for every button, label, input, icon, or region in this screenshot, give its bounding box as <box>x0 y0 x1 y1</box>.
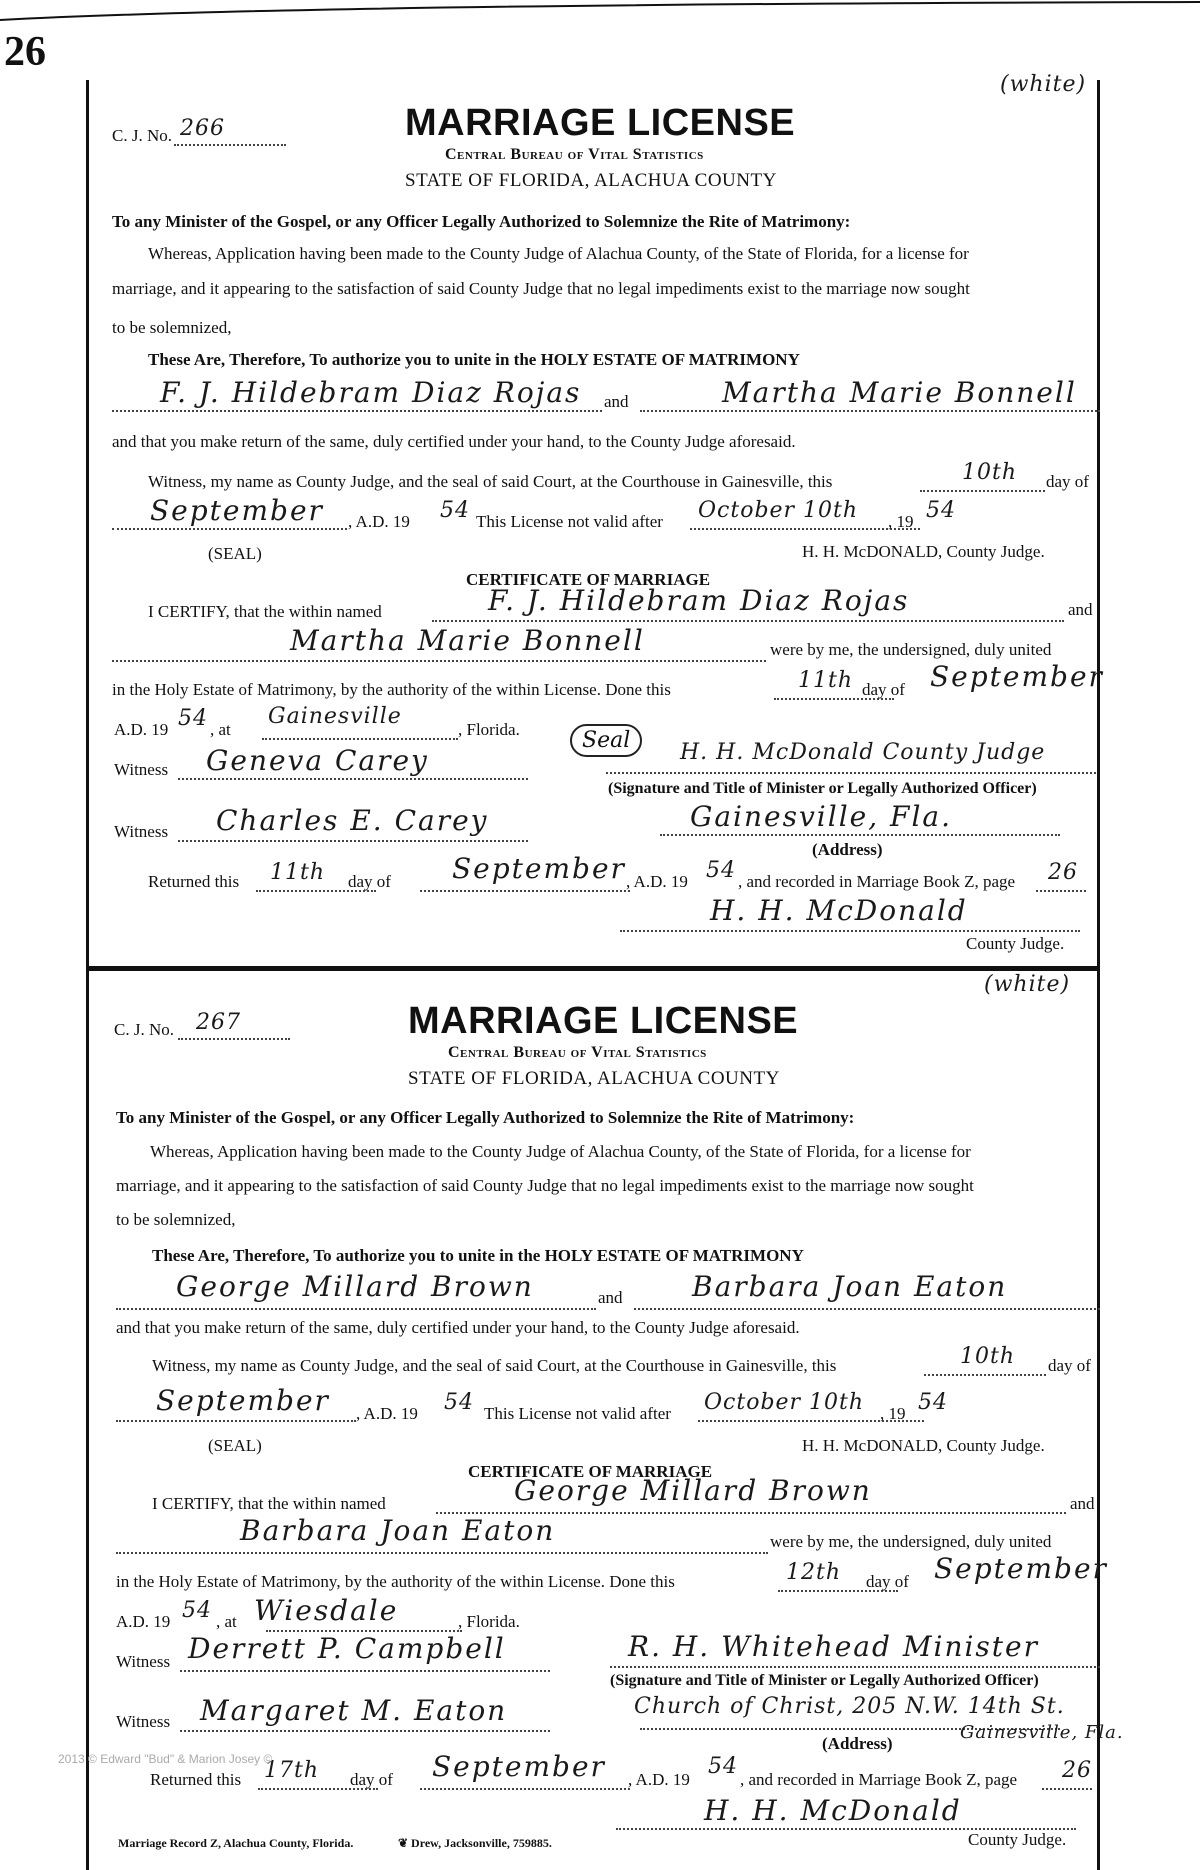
issue-month: September <box>156 1384 330 1417</box>
copyright-watermark: 2013 © Edward "Bud" & Marion Josey © <box>58 1752 273 1766</box>
at-label: , at <box>210 720 231 739</box>
cert-and-label: and <box>1070 1494 1095 1513</box>
officiant-caption: (Signature and Title of Minister or Legally Authorized Officer) <box>608 780 1037 797</box>
cert-and-label: and <box>1068 600 1093 619</box>
returned-month: September <box>432 1750 606 1783</box>
returned-month: September <box>452 852 626 885</box>
certify-label: I CERTIFY, that the within named <box>152 1494 386 1513</box>
were-by-me-label: were by me, the undersigned, duly united <box>770 1532 1052 1551</box>
at-label: , at <box>216 1612 237 1631</box>
seal-label: (SEAL) <box>208 1436 262 1455</box>
judge-signature: H. H. McDonald <box>704 1794 962 1827</box>
cj-number: 267 <box>196 1010 241 1035</box>
page-number: 26 <box>4 29 46 75</box>
judge-label: H. H. McDONALD, County Judge. <box>802 542 1045 561</box>
return-line: and that you make return of the same, duly certified under your hand, to the County Judge aforesaid. <box>116 1318 800 1337</box>
done-day-of-label: day of <box>862 680 905 699</box>
whereas-line-1: Whereas, Application having been made to the County Judge of Alachua County, of the State of Florida, for a license for <box>148 244 969 263</box>
returned-ad-label: , A.D. 19 <box>626 872 688 891</box>
officiant-signature: H. H. McDonald County Judge <box>680 740 1046 765</box>
marriage-place: Wiesdale <box>254 1594 399 1627</box>
license-title: MARRIAGE LICENSE <box>408 1000 799 1042</box>
returned-day-of-label: day of <box>350 1770 393 1789</box>
returned-day-of-label: day of <box>348 872 391 891</box>
whereas-line-3: to be solemnized, <box>116 1210 236 1229</box>
whereas-line-2: marriage, and it appearing to the satisfaction of said County Judge that no legal impediments exist to the marriage now sought <box>112 279 970 298</box>
day-of-label: day of <box>1046 472 1089 491</box>
returned-label: Returned this <box>148 872 240 891</box>
bride-name: Barbara Joan Eaton <box>692 1270 1008 1303</box>
officiant-address: Church of Christ, 205 N.W. 14th St. <box>634 1694 1065 1719</box>
done-month: September <box>930 660 1104 693</box>
witness-2-label: Witness <box>114 822 169 841</box>
certificate-title: CERTIFICATE OF MARRIAGE <box>466 570 711 589</box>
and-label: and <box>598 1288 623 1307</box>
witness-1-label: Witness <box>114 760 169 779</box>
issue-month: September <box>150 494 324 527</box>
holy-estate-line: in the Holy Estate of Matrimony, by the authority of the within License. Done this <box>112 680 671 699</box>
witness-county-judge-line: Witness, my name as County Judge, and the seal of said Court, at the Courthouse in Gainesville, this <box>148 472 833 491</box>
done-year: 54 <box>182 1598 212 1623</box>
seal-label: (SEAL) <box>208 544 262 563</box>
cert-bride-name: Barbara Joan Eaton <box>240 1514 556 1547</box>
whereas-line-3: to be solemnized, <box>112 318 232 337</box>
recorded-label: , and recorded in Marriage Book Z, page <box>738 872 1016 891</box>
witness-2-label: Witness <box>116 1712 171 1731</box>
certificate-title: CERTIFICATE OF MARRIAGE <box>468 1462 713 1481</box>
witness-county-judge-line: Witness, my name as County Judge, and the seal of said Court, at the Courthouse in Gainesville, this <box>152 1356 837 1375</box>
expiry-date: October 10th <box>698 498 859 523</box>
done-day: 12th <box>786 1560 842 1585</box>
witness-1-label: Witness <box>116 1652 171 1671</box>
address-line: To any Minister of the Gospel, or any Officer Legally Authorized to Solemnize the Rite of Matrimony: <box>112 212 851 231</box>
address-caption: (Address) <box>822 1734 893 1753</box>
marriage-place: Gainesville <box>268 704 402 729</box>
state-county: STATE OF FLORIDA, ALACHUA COUNTY <box>408 1068 780 1089</box>
ad-label: , A.D. 19 <box>356 1404 418 1423</box>
bride-name: Martha Marie Bonnell <box>722 376 1077 409</box>
done-day: 11th <box>798 668 854 693</box>
not-valid-label: This License not valid after <box>484 1404 671 1423</box>
expiry-year: 54 <box>926 498 956 523</box>
witness-2-name: Charles E. Carey <box>216 804 489 837</box>
cert-ad-label: A.D. 19 <box>116 1612 171 1631</box>
witness-2-name: Margaret M. Eaton <box>200 1694 508 1727</box>
address-line: To any Minister of the Gospel, or any Officer Legally Authorized to Solemnize the Rite of Matrimony: <box>116 1108 855 1127</box>
returned-year: 54 <box>706 858 736 883</box>
whereas-line-1: Whereas, Application having been made to the County Judge of Alachua County, of the State of Florida, for a license for <box>150 1142 971 1161</box>
officiant-signature: R. H. Whitehead Minister <box>628 1630 1040 1663</box>
footer-record: Marriage Record Z, Alachua County, Florida. <box>118 1836 354 1850</box>
cert-groom-name: F. J. Hildebram Diaz Rojas <box>488 584 910 617</box>
returned-ad-label: , A.D. 19 <box>628 1770 690 1789</box>
book-page: 26 <box>1048 860 1078 885</box>
judge-signature: H. H. McDonald <box>710 894 968 927</box>
witness-1-name: Derrett P. Campbell <box>188 1632 506 1665</box>
whereas-line-2: marriage, and it appearing to the satisfaction of said County Judge that no legal impediments exist to the marriage now sought <box>116 1176 974 1195</box>
document-frame <box>86 80 1100 1870</box>
expiry-date: October 10th <box>704 1390 865 1415</box>
cert-bride-name: Martha Marie Bonnell <box>290 624 645 657</box>
returned-year: 54 <box>708 1754 738 1779</box>
officiant-caption: (Signature and Title of Minister or Legally Authorized Officer) <box>610 1672 1039 1689</box>
cj-number: 266 <box>180 116 225 141</box>
florida-label: , Florida. <box>458 720 520 739</box>
groom-name: F. J. Hildebram Diaz Rojas <box>160 376 582 409</box>
recorded-label: , and recorded in Marriage Book Z, page <box>740 1770 1018 1789</box>
address-caption: (Address) <box>812 840 883 859</box>
section-divider <box>86 966 1097 971</box>
not-valid-label: This License not valid after <box>476 512 663 531</box>
bureau-name: Central Bureau of Vital Statistics <box>445 146 704 163</box>
seal-stamp: Seal <box>570 724 642 757</box>
done-day-of-label: day of <box>866 1572 909 1591</box>
state-county: STATE OF FLORIDA, ALACHUA COUNTY <box>405 170 777 191</box>
book-page: 26 <box>1062 1758 1092 1783</box>
license-title: MARRIAGE LICENSE <box>405 102 796 144</box>
ad-label: , A.D. 19 <box>348 512 410 531</box>
returned-label: Returned this <box>150 1770 242 1789</box>
officiant-address-2: Gainesville, Fla. <box>960 1722 1124 1743</box>
authorize-line: These Are, Therefore, To authorize you to unite in the HOLY ESTATE OF MATRIMONY <box>148 350 800 369</box>
cj-number-label: C. J. No. <box>114 1020 174 1039</box>
race-note: (white) <box>1000 72 1087 97</box>
bureau-name: Central Bureau of Vital Statistics <box>448 1044 707 1061</box>
were-by-me-label: were by me, the undersigned, duly united <box>770 640 1052 659</box>
judge-label: H. H. McDONALD, County Judge. <box>802 1436 1045 1455</box>
expiry-19-label: , 19 <box>888 512 914 531</box>
county-judge-label: County Judge. <box>966 934 1065 953</box>
florida-label: , Florida. <box>458 1612 520 1631</box>
expiry-year: 54 <box>918 1390 948 1415</box>
authorize-line: These Are, Therefore, To authorize you to unite in the HOLY ESTATE OF MATRIMONY <box>152 1246 804 1265</box>
returned-day: 11th <box>270 860 326 885</box>
officiant-address: Gainesville, Fla. <box>690 800 953 833</box>
and-label: and <box>604 392 629 411</box>
returned-day: 17th <box>264 1758 320 1783</box>
issue-day: 10th <box>960 1344 1016 1369</box>
return-line: and that you make return of the same, duly certified under your hand, to the County Judge aforesaid. <box>112 432 796 451</box>
day-of-label: day of <box>1048 1356 1091 1375</box>
cert-groom-name: George Millard Brown <box>514 1474 872 1507</box>
expiry-19-label: , 19 <box>880 1404 906 1423</box>
footer-printer: ❦ Drew, Jacksonville, 759885. <box>398 1836 552 1850</box>
groom-name: George Millard Brown <box>176 1270 534 1303</box>
page-top-edge <box>0 0 1200 22</box>
certify-label: I CERTIFY, that the within named <box>148 602 382 621</box>
issue-day: 10th <box>962 460 1018 485</box>
holy-estate-line: in the Holy Estate of Matrimony, by the authority of the within License. Done this <box>116 1572 675 1591</box>
county-judge-label: County Judge. <box>968 1830 1067 1849</box>
race-note: (white) <box>984 972 1071 997</box>
witness-1-name: Geneva Carey <box>206 744 429 777</box>
cert-ad-label: A.D. 19 <box>114 720 169 739</box>
done-year: 54 <box>178 706 208 731</box>
issue-year: 54 <box>440 498 470 523</box>
issue-year: 54 <box>444 1390 474 1415</box>
cj-number-label: C. J. No. <box>112 126 172 145</box>
done-month: September <box>934 1552 1108 1585</box>
